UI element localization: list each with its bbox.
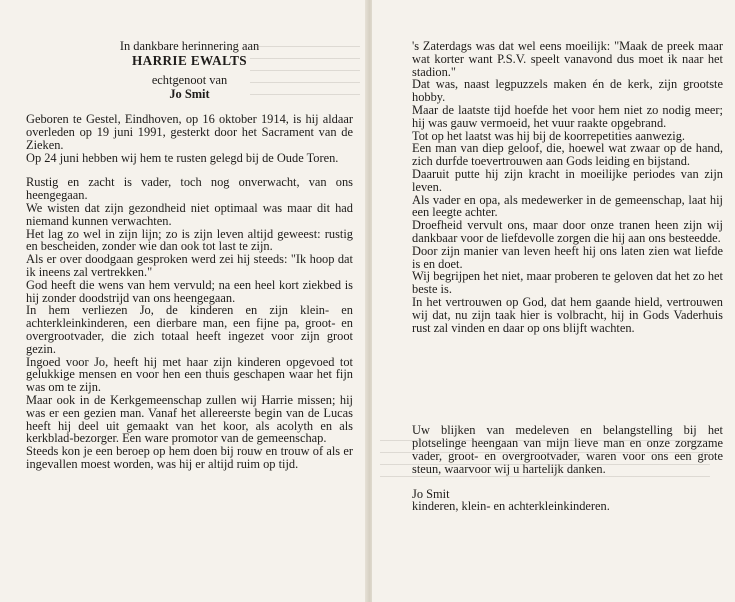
paragraph: Geboren te Gestel, Eindhoven, op 16 oktober 1914, is hij aldaar overleden op 19 juni 1991, gesterkt door het Sacrament van de Zieken. bbox=[26, 112, 353, 152]
signature-name: Jo Smit bbox=[412, 486, 450, 501]
paragraph: Als vader en opa, als medewerker in de gemeenschap, laat hij een leegte achter. bbox=[412, 192, 723, 220]
intro-line: In dankbare herinnering aan bbox=[119, 39, 260, 53]
paragraph: Daaruit putte hij zijn kracht in moeilijke periodes van zijn leven. bbox=[412, 166, 723, 194]
bleed-through-texture bbox=[380, 440, 710, 480]
paragraph: God heeft die wens van hem vervuld; na een heel kort ziekbed is hij zonder doodstrijd van ons heengegaan. bbox=[26, 277, 353, 305]
thanks-paragraph: Uw blijken van medeleven en belangstelling bij het plotselinge heengaan van mijn lieve man en onze zorgzame vader, groot- en overgrootvader, waren voor ons een grote steun, waarvoor wij u hartelijk danken. bbox=[412, 423, 723, 476]
spouse-name: Jo Smit bbox=[169, 87, 210, 102]
paragraph: Door zijn manier van leven heeft hij ons laten zien wat liefde is en doet. bbox=[412, 243, 723, 271]
paragraph: Maar de laatste tijd hoefde het voor hem niet zo nodig meer; hij was gauw vermoeid, het vuur raakte opgebrand. bbox=[412, 102, 723, 130]
paragraph: Het lag zo wel in zijn lijn; zo is zijn leven altijd geweest: rustig en bescheiden, zonder wie dan ook tot last te zijn. bbox=[26, 226, 353, 254]
spacer bbox=[412, 394, 723, 424]
signature-family: kinderen, klein- en achterkleinkinderen. bbox=[412, 499, 610, 514]
bleed-through-texture bbox=[250, 46, 360, 106]
spacer bbox=[412, 334, 723, 394]
paragraph: Rustig en zacht is vader, toch nog onverwacht, van ons heengegaan. bbox=[26, 175, 353, 203]
paragraph: Steeds kon je een beroep op hem doen bij rouw en trouw of als er ingevallen moest worden, was hij er altijd ruim op tijd. bbox=[26, 444, 353, 471]
paragraph: Ingoed voor Jo, heeft hij met haar zijn kinderen opgevoed tot gelukkige mensen en voor hen een thuis geschapen waar het fijn was om te zijn. bbox=[26, 354, 353, 395]
paragraph: Droefheid vervult ons, maar door onze tranen heen zijn wij dankbaar voor de liefdevolle zorgen die hij aan ons besteedde. bbox=[412, 218, 723, 245]
paragraph: Maar ook in de Kerkgemeenschap zullen wij Harrie missen; hij was er een gezien man. Vanaf het allereerste begin van de Lucas heeft hij deel uit gemaakt van het koor, als acolyth en als kerkblad-bezorger. Een ware promotor van de gemeenschap. bbox=[26, 392, 353, 446]
paragraph: Een man van diep geloof, die, hoewel wat zwaar op de hand, zich durfde toevertrouwen aan Gods leiding en bijstand. bbox=[412, 141, 723, 169]
paragraph: We wisten dat zijn gezondheid niet optimaal was maar dit had niemand kunnen verwachten. bbox=[26, 200, 353, 228]
paragraph: 's Zaterdags was dat wel eens moeilijk: "Maak de preek maar wat korter want P.S.V. speelt vanavond dus moet ik naar het stadion." bbox=[412, 39, 723, 79]
paragraph: In het vertrouwen op God, dat hem gaande hield, vertrouwen wij dat, nu zijn taak hier is volbracht, hij in Gods Vaderhuis rust zal vinden en daar op ons blijft wachten. bbox=[412, 294, 723, 335]
paragraph: Als er over doodgaan gesproken werd zei hij steeds: "Ik hoop dat ik ineens zal vertrekken." bbox=[26, 252, 353, 279]
paragraph: In hem verliezen Jo, de kinderen en zijn klein- en achterkleinkinderen, een dierbare man, een fijne pa, groot- en overgrootvader, die zich totaal heeft ingezet voor zijn groot gezin. bbox=[26, 303, 353, 356]
paragraph: Tot op het laatst was hij bij de koorrepetities aanwezig. bbox=[412, 128, 686, 143]
deceased-name: HARRIE EWALTS bbox=[131, 52, 247, 68]
right-page bbox=[372, 0, 735, 602]
paragraph: Dat was, naast legpuzzels maken én de kerk, zijn grootste hobby. bbox=[412, 77, 723, 105]
paragraph: Wij begrijpen het niet, maar proberen te geloven dat het zo het beste is. bbox=[412, 269, 723, 297]
spouse-label: echtgenoot van bbox=[151, 72, 228, 87]
paragraph: Op 24 juni hebben wij hem te rusten gelegd bij de Oude Toren. bbox=[26, 150, 339, 165]
